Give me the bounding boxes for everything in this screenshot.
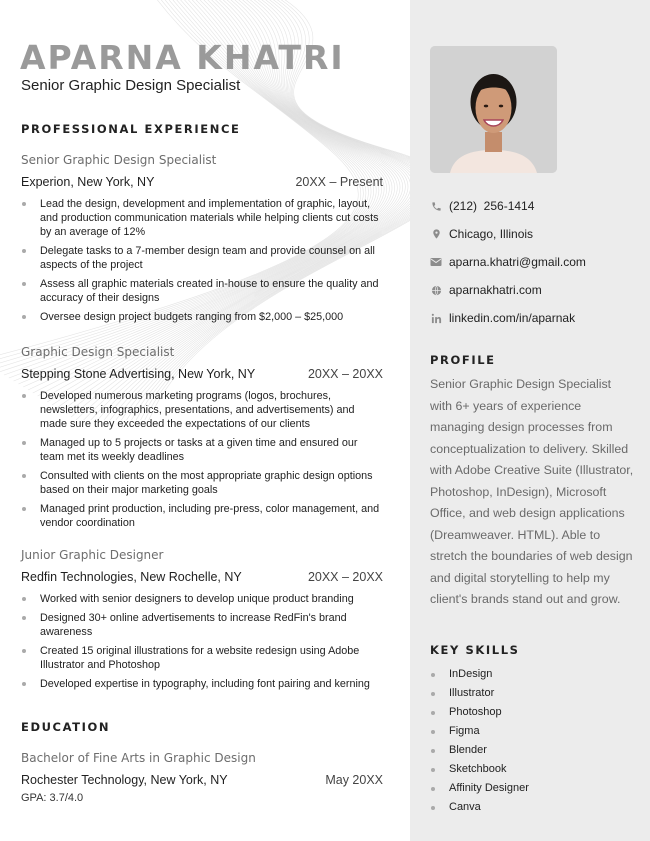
profile-summary: Senior Graphic Design Specialist with 6+ years of experience managing design processes from conceptualization to delivery. Skilled with Adobe Creative Suite (Illustrator, Photoshop, InDesign), Microsoft Office, and web design applications (Dreamweaver. HTML). Able to stretch the boundaries of web design and digital storytelling to help my client's brands stand out and grow. — [430, 377, 634, 606]
list-item: Assess all graphic materials created in-house to ensure the quality and accuracy of their designs — [21, 277, 383, 305]
job-company: Experion, — [21, 175, 74, 189]
job-meta — [21, 570, 383, 584]
email-text: aparna.khatri@gmail.com — [449, 255, 586, 269]
skill-item: Blender — [430, 741, 529, 760]
school-location: New York, NY — [147, 773, 228, 787]
profile-heading: PROFILE — [430, 353, 496, 367]
skills-list — [430, 665, 529, 817]
list-item: Managed print production, including pre-press, color management, and vendor coordination — [21, 502, 383, 530]
job-bullets — [21, 389, 383, 530]
phone-icon — [430, 200, 442, 212]
list-item: Oversee design project budgets ranging from $2,000 – $25,000 — [21, 310, 383, 324]
job-dates: 20XX – 20XX — [307, 570, 383, 584]
job-role: Senior Graphic Design Specialist — [21, 153, 217, 167]
list-item: Developed numerous marketing programs (logos, brochures, newsletters, infographics, presentations, and advertisements) and made sure they exceeded the expectations of our clients — [21, 389, 383, 431]
contact-location — [430, 220, 640, 248]
job-employer — [21, 175, 154, 189]
globe-icon — [430, 284, 442, 296]
candidate-name: APARNA KHATRI — [20, 38, 345, 77]
gpa: GPA: 3.7/4.0 — [21, 792, 84, 804]
job-bullets — [21, 197, 383, 324]
job-bullets — [21, 592, 383, 691]
list-item: Delegate tasks to a 7-member design team and provide counsel on all aspects of the project — [21, 244, 383, 272]
degree: Bachelor of Fine Arts in Graphic Design — [21, 751, 256, 765]
list-item: Created 15 original illustrations for a website redesign using Adobe Illustrator and Photoshop — [21, 644, 383, 672]
contact-phone[interactable] — [430, 192, 640, 220]
job-3 — [21, 548, 383, 696]
list-item: Developed expertise in typography, including font pairing and kerning — [21, 677, 383, 691]
list-item: Lead the design, development and implementation of graphic, layout, and production communication materials while helping clients cut costs by an average of 12% — [21, 197, 383, 239]
job-dates: 20XX – Present — [295, 175, 383, 189]
job-2 — [21, 345, 383, 535]
sidebar — [410, 0, 650, 841]
contact-list — [430, 192, 640, 332]
education-entry — [21, 751, 383, 804]
contact-website[interactable] — [430, 276, 640, 304]
list-item: Designed 30+ online advertisements to increase RedFin's brand awareness — [21, 611, 383, 639]
job-meta — [21, 175, 383, 189]
skills-heading: KEY SKILLS — [430, 643, 520, 657]
skill-item: Affinity Designer — [430, 779, 529, 798]
list-item: Managed up to 5 projects or tasks at a given time and ensured our team met its weekly deadlines — [21, 436, 383, 464]
skill-item: Illustrator — [430, 684, 529, 703]
contact-email[interactable] — [430, 248, 640, 276]
experience-heading: PROFESSIONAL EXPERIENCE — [21, 122, 241, 136]
skill-item: Sketchbook — [430, 760, 529, 779]
skill-item: InDesign — [430, 665, 529, 684]
candidate-title: Senior Graphic Design Specialist — [21, 77, 241, 94]
website-text: aparnakhatri.com — [449, 283, 542, 297]
job-location: New York, NY — [73, 175, 155, 189]
job-meta — [21, 367, 383, 381]
contact-linkedin[interactable] — [430, 304, 640, 332]
job-employer — [21, 570, 242, 584]
job-role: Graphic Design Specialist — [21, 345, 175, 359]
linkedin-text: linkedin.com/in/aparnak — [449, 311, 576, 325]
skill-item: Canva — [430, 798, 529, 817]
envelope-icon — [430, 256, 442, 268]
education-heading: EDUCATION — [21, 720, 111, 734]
phone-text: (212) 256-1414 — [449, 199, 535, 213]
job-location: New York, NY — [174, 367, 256, 381]
profile-photo — [430, 46, 557, 173]
school: Rochester Technology, — [21, 773, 148, 787]
education-meta — [21, 773, 383, 787]
job-company: Redfin Technologies, — [21, 570, 137, 584]
skill-item: Photoshop — [430, 703, 529, 722]
job-role: Junior Graphic Designer — [21, 548, 164, 562]
job-dates: 20XX – 20XX — [307, 367, 383, 381]
job-company: Stepping Stone Advertising, — [21, 367, 175, 381]
job-1 — [21, 153, 383, 329]
portrait-illustration — [430, 46, 557, 173]
job-employer — [21, 367, 255, 381]
linkedin-icon — [430, 312, 442, 324]
location-text: Chicago, Illinois — [449, 227, 534, 241]
graduation-date: May 20XX — [325, 773, 383, 787]
location-pin-icon — [430, 228, 442, 240]
list-item: Consulted with clients on the most appropriate graphic design options based on their major marketing goals — [21, 469, 383, 497]
job-location: New Rochelle, NY — [136, 570, 242, 584]
school-line — [21, 773, 228, 787]
skill-item: Figma — [430, 722, 529, 741]
list-item: Worked with senior designers to develop unique product branding — [21, 592, 383, 606]
